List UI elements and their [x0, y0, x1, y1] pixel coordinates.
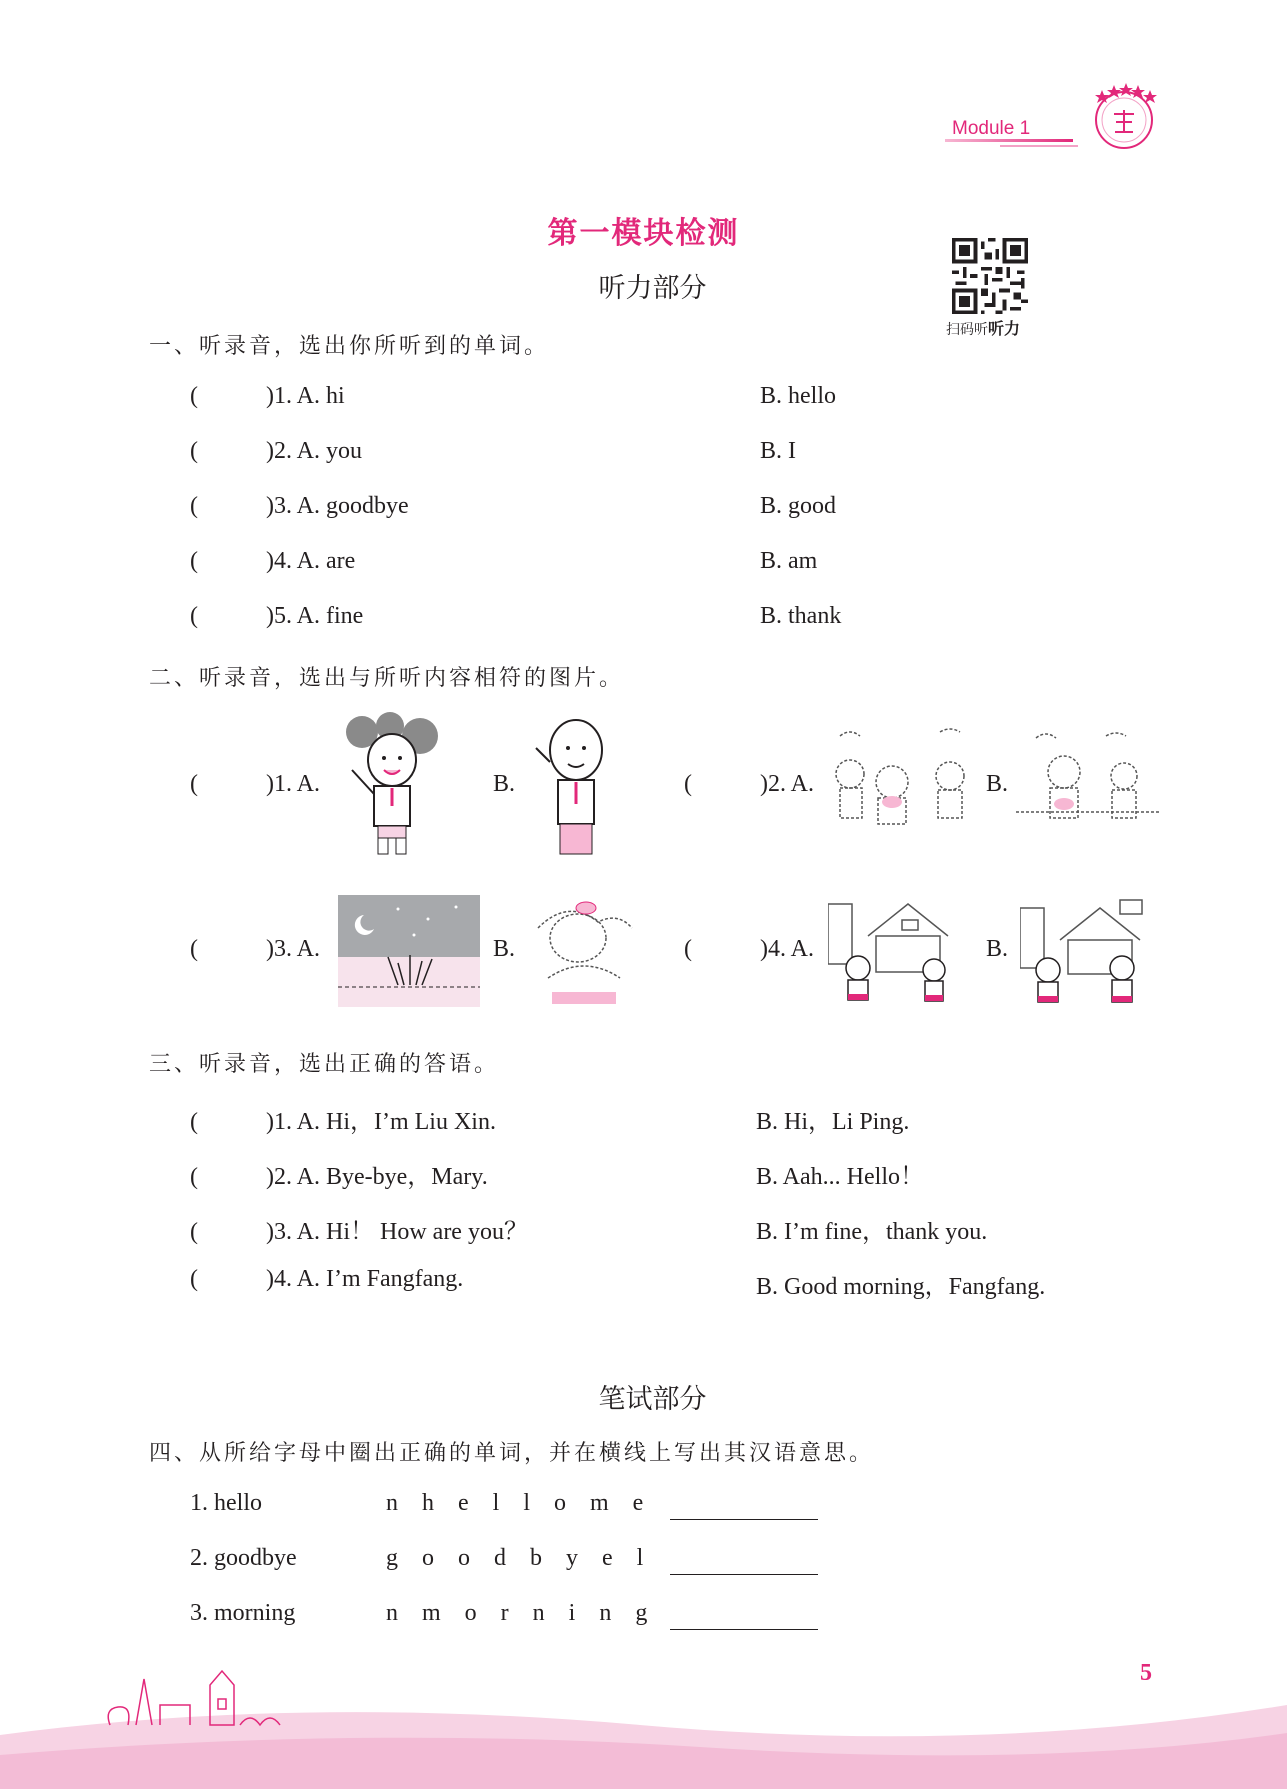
- section-4-title: 四、从所给字母中圈出正确的单词，并在横线上写出其汉语意思。: [149, 1441, 875, 1466]
- question-2-2: ( )2. A.: [684, 771, 814, 797]
- question-2-4: ( )4. A.: [684, 936, 814, 962]
- publisher-logo-icon: [1088, 80, 1160, 152]
- writing-part-heading: 笔试部分: [598, 1384, 707, 1415]
- kids-street-picture-b: [1020, 896, 1146, 1008]
- section-3-title: 三、听录音，选出正确的答语。: [149, 1052, 500, 1077]
- page-number: 5: [1140, 1660, 1152, 1686]
- question-3-2: ( )2. A. Bye-bye，Mary.: [190, 1164, 488, 1190]
- option-b: B. I’m fine，thank you.: [756, 1219, 988, 1245]
- option-b: B. am: [760, 548, 818, 574]
- answer-blank-2[interactable]: [670, 1573, 818, 1575]
- question-3-1: ( )1. A. Hi，I’m Liu Xin.: [190, 1109, 496, 1135]
- option-b: B. good: [760, 493, 837, 519]
- morning-sun-picture: [528, 898, 640, 1008]
- kids-street-picture-a: [828, 896, 954, 1008]
- question-3-4: ( )4. A. I’m Fangfang.: [190, 1266, 464, 1292]
- night-moon-picture: [338, 895, 480, 1007]
- module-label: Module 1: [952, 118, 1031, 139]
- section-1-title: 一、听录音，选出你所听到的单词。: [149, 334, 550, 359]
- option-b: B.: [493, 936, 516, 962]
- header-divider-secondary: [1000, 145, 1078, 147]
- option-b: B. thank: [760, 603, 842, 629]
- girl-waving-picture: [340, 712, 444, 858]
- option-b: B.: [986, 771, 1009, 797]
- option-b: B. I: [760, 438, 796, 464]
- question-1-2: ( )2. A. you: [190, 438, 362, 464]
- animals-pair-picture: [1016, 728, 1160, 828]
- letter-grid-2[interactable]: g o o d b y e l: [386, 1545, 653, 1571]
- page-title: 第一模块检测: [547, 216, 740, 251]
- question-1-1: ( )1. A. hi: [190, 383, 345, 409]
- option-b: B. hello: [760, 383, 836, 409]
- word-2: 2. goodbye: [190, 1545, 297, 1571]
- option-b: B.: [493, 771, 516, 797]
- question-1-5: ( )5. A. fine: [190, 603, 364, 629]
- answer-blank-1[interactable]: [670, 1518, 818, 1520]
- qr-caption: 扫码听听力: [946, 319, 1021, 338]
- animals-group-picture: [830, 724, 980, 834]
- question-1-3: ( )3. A. goodbye: [190, 493, 409, 519]
- castle-decoration-icon: [90, 1655, 330, 1735]
- option-b: B. Aah... Hello！: [756, 1164, 924, 1190]
- bald-man-waving-picture: [528, 712, 618, 860]
- qr-code-icon[interactable]: [952, 238, 1028, 314]
- question-1-4: ( )4. A. are: [190, 548, 356, 574]
- question-2-1: ( )1. A.: [190, 771, 320, 797]
- answer-blank-3[interactable]: [670, 1628, 818, 1630]
- word-1: 1. hello: [190, 1490, 262, 1516]
- question-2-3: ( )3. A.: [190, 936, 320, 962]
- option-b: B. Good morning，Fangfang.: [756, 1274, 1046, 1300]
- header-divider: [945, 139, 1073, 142]
- word-3: 3. morning: [190, 1600, 296, 1626]
- question-3-3: ( )3. A. Hi！ How are you？: [190, 1219, 528, 1245]
- letter-grid-3[interactable]: n m o r n i n g: [386, 1600, 657, 1626]
- listening-part-heading: 听力部分: [598, 273, 707, 304]
- letter-grid-1[interactable]: n h e l l o m e: [386, 1490, 653, 1516]
- option-b: B.: [986, 936, 1009, 962]
- option-b: B. Hi，Li Ping.: [756, 1109, 910, 1135]
- section-2-title: 二、听录音，选出与所听内容相符的图片。: [149, 666, 625, 691]
